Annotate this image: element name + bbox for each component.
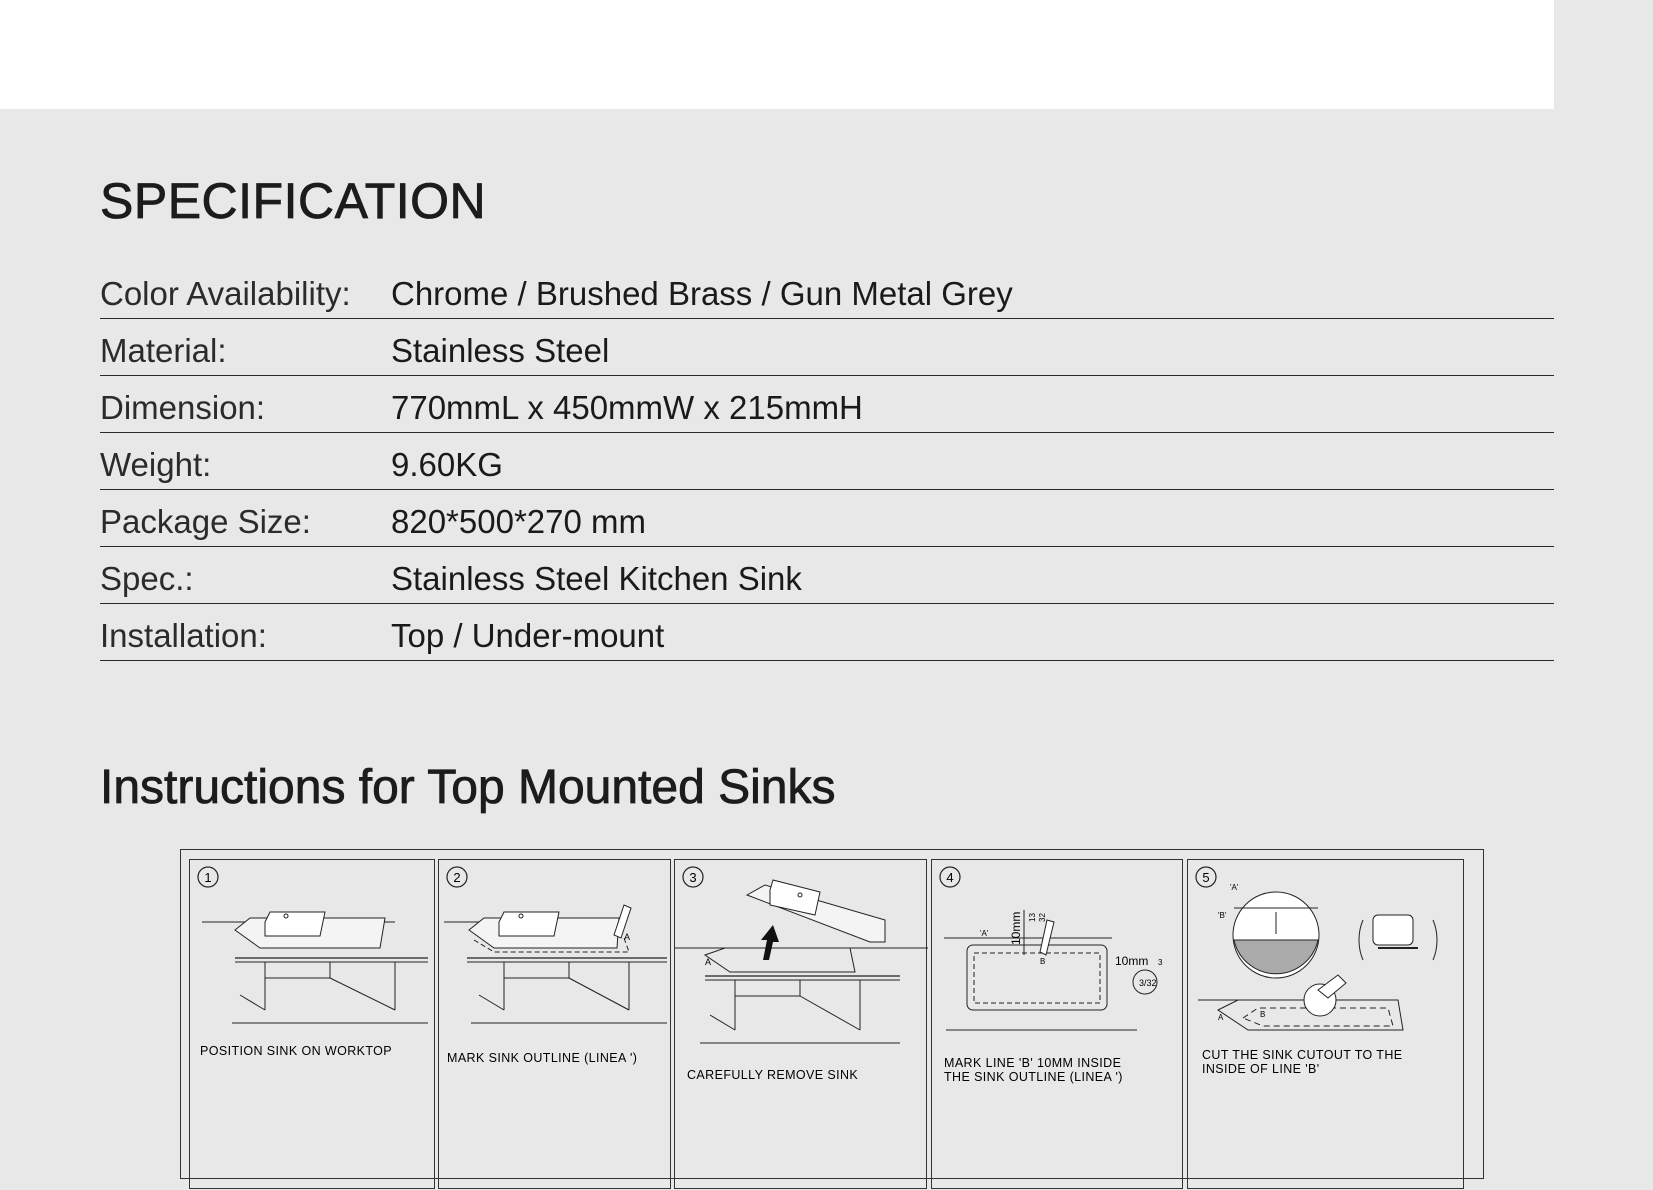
spec-label: Dimension: (100, 389, 266, 426)
specification-table (100, 262, 1554, 661)
diagram-label: 3/32 (1139, 978, 1157, 988)
step-3-illustration (675, 860, 928, 1190)
step-number: 4 (946, 870, 954, 885)
specification-heading: SPECIFICATION (100, 173, 487, 229)
step-number: 3 (689, 870, 697, 885)
diagram-label: A (1218, 1013, 1224, 1022)
spec-label: Material: (100, 332, 227, 369)
step-5-illustration (1188, 860, 1465, 1190)
diagram-label: 'A' (980, 929, 989, 938)
diagram-label: 'B' (1218, 911, 1227, 920)
step-3-panel (674, 859, 927, 1189)
diagram-label: A (705, 957, 712, 967)
step-2-panel (438, 859, 671, 1189)
step-number: 5 (1202, 870, 1210, 885)
spec-label: Spec.: (100, 560, 194, 597)
step-caption: CUT THE SINK CUTOUT TO THE INSIDE OF LINE 'B' (1202, 1048, 1403, 1076)
diagram-label: B (1260, 1010, 1266, 1019)
right-margin-strip (1554, 0, 1653, 1165)
spec-row-package-size (100, 490, 1554, 547)
diagram-label: A (624, 932, 631, 942)
step-5-panel (1187, 859, 1464, 1189)
diagram-label: 10mm (1009, 911, 1023, 945)
spec-row-weight (100, 433, 1554, 490)
step-1-illustration (190, 860, 436, 1190)
spec-value: Stainless Steel Kitchen Sink (391, 560, 802, 597)
step-4-illustration (932, 860, 1184, 1190)
spec-row-spec (100, 547, 1554, 604)
diagram-label: 3 (1158, 958, 1163, 967)
instructions-heading: Instructions for Top Mounted Sinks (100, 761, 836, 814)
installation-steps-panel (180, 849, 1484, 1179)
step-caption: CAREFULLY REMOVE SINK (687, 1068, 859, 1082)
spec-value: 770mmL x 450mmW x 215mmH (391, 389, 863, 426)
top-white-band (0, 0, 1554, 109)
step-number: 2 (453, 870, 461, 885)
spec-value: 9.60KG (391, 446, 503, 483)
spec-value: Stainless Steel (391, 332, 610, 369)
diagram-label: 'A' (1230, 883, 1239, 892)
spec-row-material (100, 319, 1554, 376)
diagram-label: 13 (1028, 913, 1037, 922)
diagram-label: 32 (1038, 913, 1047, 922)
spec-value: Top / Under-mount (391, 617, 665, 654)
spec-row-dimension (100, 376, 1554, 433)
spec-label: Color Availability: (100, 275, 351, 312)
step-number: 1 (204, 870, 212, 885)
spec-row-installation (100, 604, 1554, 661)
spec-label: Weight: (100, 446, 212, 483)
spec-label: Package Size: (100, 503, 311, 540)
step-4-panel (931, 859, 1183, 1189)
step-caption: MARK SINK OUTLINE (LINEA ') (447, 1051, 638, 1065)
spec-value: Chrome / Brushed Brass / Gun Metal Grey (391, 275, 1013, 312)
step-caption: POSITION SINK ON WORKTOP (200, 1044, 393, 1058)
spec-value: 820*500*270 mm (391, 503, 647, 540)
step-2-illustration (439, 860, 672, 1190)
spec-label: Installation: (100, 617, 267, 654)
step-caption: MARK LINE 'B' 10MM INSIDE THE SINK OUTLINE (LINEA ') (944, 1056, 1123, 1084)
diagram-label: 10mm (1115, 954, 1149, 968)
spec-row-color (100, 262, 1554, 319)
diagram-label: B (1040, 957, 1046, 966)
step-1-panel (189, 859, 435, 1189)
